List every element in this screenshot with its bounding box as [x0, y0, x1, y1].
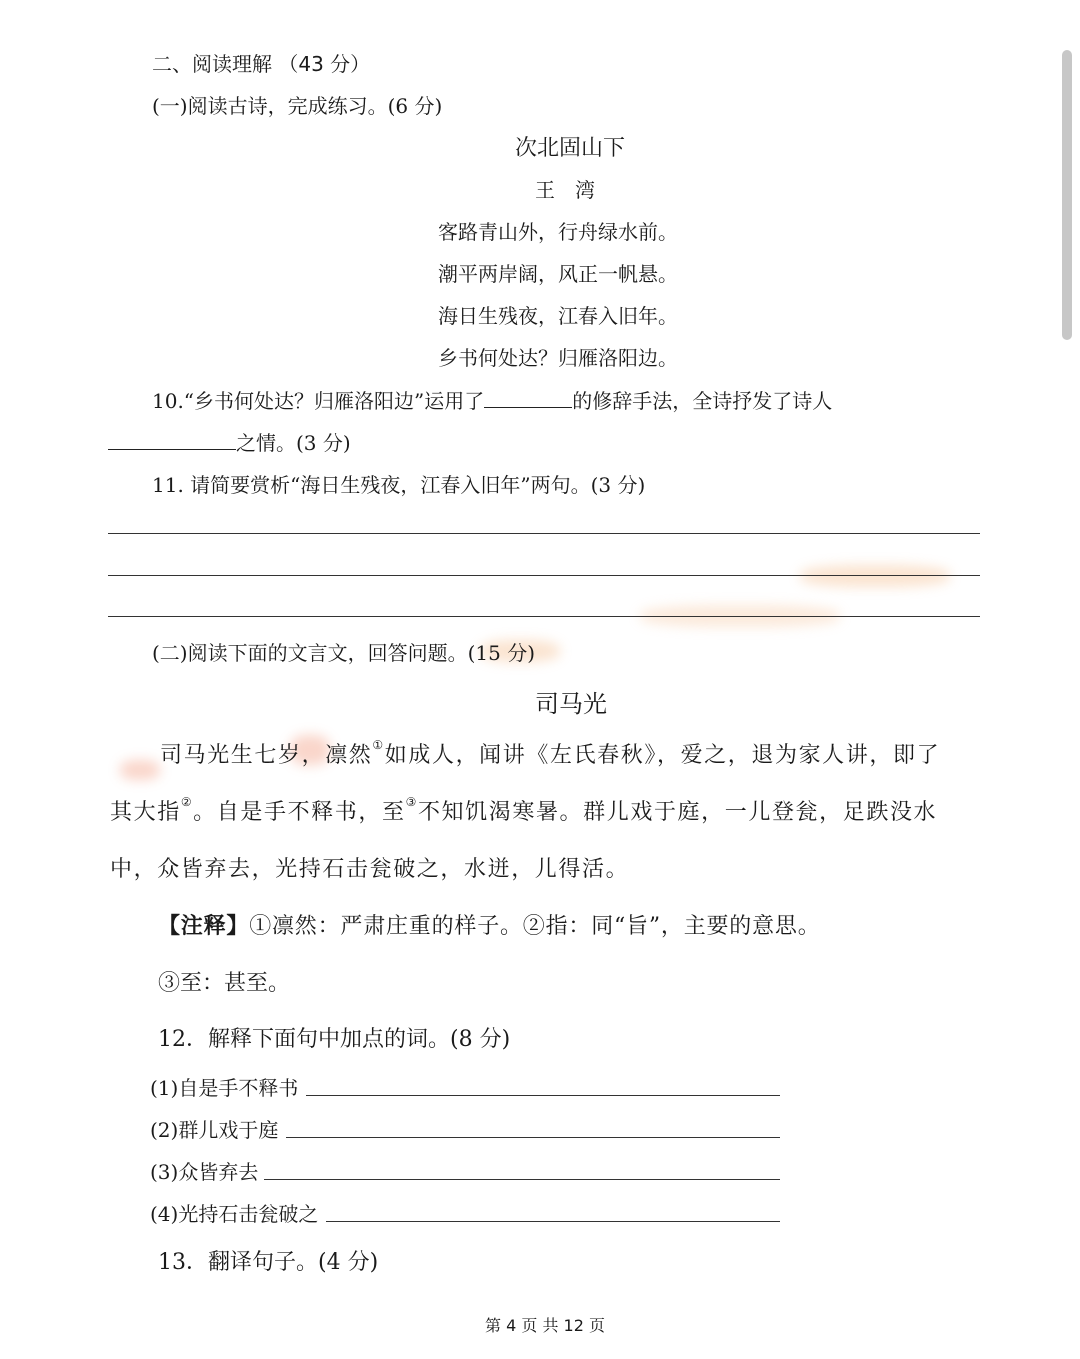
q12-item-4 [150, 1198, 318, 1227]
section-heading: 二、阅读理解 （43 分） [152, 52, 371, 76]
passage-text: 司马光生七岁，凛然 [160, 743, 373, 768]
question-10-line2 [108, 427, 351, 456]
poem-author: 王 湾 [535, 178, 595, 202]
question-10-text-a: 10.“乡书何处达？归雁洛阳边”运用了 [152, 389, 485, 413]
notes-text: ①凛然：严肃庄重的样子。②指：同“旨”，主要的意思。 [249, 914, 821, 939]
answer-line[interactable] [108, 575, 980, 576]
scan-stain [120, 760, 160, 780]
answer-blank-10b[interactable] [108, 427, 236, 450]
passage-text: 不知饥渴寒暑。群儿戏于庭，一儿登瓮，足跌没水 [417, 800, 938, 825]
passage-line-3: 中，众皆弃去，光持石击瓮破之，水迸，儿得活。 [110, 857, 630, 882]
answer-blank-10a[interactable] [484, 385, 572, 408]
passage-line-1 [160, 738, 940, 769]
page-number: 第 4 页 共 12 页 [485, 1316, 605, 1335]
answer-line[interactable] [326, 1221, 780, 1222]
notes [158, 909, 821, 940]
answer-line[interactable] [108, 616, 980, 617]
answer-line[interactable] [306, 1095, 780, 1096]
part2-intro: (二)阅读下面的文言文，回答问题。(15 分) [152, 641, 536, 665]
question-11: 11. 请简要赏析“海日生残夜，江春入旧年”两句。(3 分) [152, 473, 646, 497]
notes-label: 【注释】 [158, 914, 250, 939]
poem-line: 海日生残夜，江春入旧年。 [438, 304, 678, 328]
notes-line-2: ③至：甚至。 [158, 971, 291, 996]
question-10-text-b: 的修辞手法，全诗抒发了诗人 [572, 389, 833, 413]
q12-item-text: (3)众皆弃去 [150, 1160, 259, 1184]
question-10 [152, 385, 832, 414]
q12-item-1 [150, 1072, 298, 1101]
q12-item-text: (2)群儿戏于庭 [150, 1118, 279, 1142]
q12-item-text: (4)光持石击瓮破之 [150, 1202, 319, 1226]
passage-text: 。自是手不释书，至 [193, 800, 406, 825]
poem-line: 潮平两岸阔，风正一帆悬。 [438, 262, 678, 286]
passage-text: 如成人，闻讲《左氏春秋》，爱之，退为家人讲，即了 [384, 743, 941, 768]
poem-line: 客路青山外，行舟绿水前。 [438, 220, 678, 244]
part1-intro: (一)阅读古诗，完成练习。(6 分) [152, 94, 443, 118]
poem-title: 次北固山下 [514, 136, 625, 161]
passage-line-2 [110, 795, 937, 826]
question-10-text-c: 之情。(3 分) [236, 431, 351, 455]
passage-title: 司马光 [535, 690, 607, 718]
footnote-ref: ③ [405, 795, 418, 809]
scan-stain [800, 565, 950, 587]
q12-item-3 [150, 1156, 258, 1185]
answer-line[interactable] [108, 533, 980, 534]
answer-line[interactable] [286, 1137, 780, 1138]
q12-item-text: (1)自是手不释书 [150, 1076, 299, 1100]
q12-item-2 [150, 1114, 278, 1143]
footnote-ref: ① [372, 738, 385, 752]
question-12: 12．解释下面句中加点的词。(8 分) [158, 1027, 511, 1052]
footnote-ref: ② [180, 795, 194, 809]
poem-line: 乡书何处达？归雁洛阳边。 [438, 346, 678, 370]
question-13: 13．翻译句子。(4 分) [158, 1250, 379, 1275]
answer-line[interactable] [264, 1179, 780, 1180]
passage-text: 其大指 [110, 800, 181, 825]
